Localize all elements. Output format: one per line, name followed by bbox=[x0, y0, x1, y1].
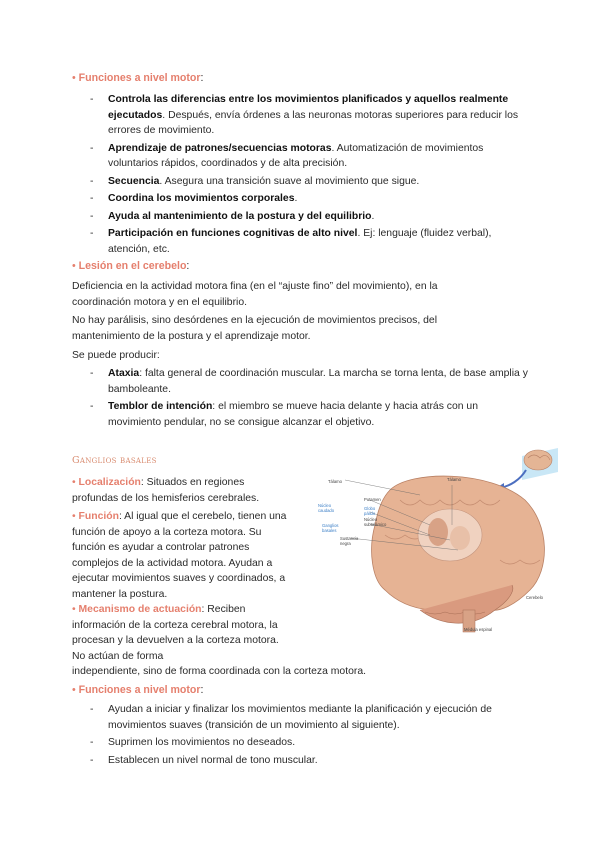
figure-label: Médula espinal bbox=[464, 627, 493, 632]
mecanismo-continuation: independiente, sino de forma coordinada con la corteza motora. bbox=[72, 666, 367, 677]
motor-list-1 bbox=[90, 92, 530, 259]
lesion-list bbox=[90, 366, 530, 432]
brain-section-icon bbox=[372, 476, 545, 632]
section-title: Ganglios basales bbox=[72, 455, 157, 466]
lesion-paragraph-3: Se puede producir: bbox=[72, 350, 160, 361]
figure-label: Núcleo caudado bbox=[318, 503, 335, 513]
list-item: - Secuencia. Asegura una transición suave al movimiento que sigue. bbox=[90, 175, 420, 187]
lesion-paragraph-2: No hay parálisis, sino desórdenes en la ejecución de movimientos precisos, del mantenimiento de la postura y el aprendizaje motor. bbox=[72, 315, 438, 342]
figure-label: Globo pálido bbox=[364, 506, 376, 516]
list-item: - Temblor de intención: el miembro se mueve hacia delante y hacia atrás con un movimiento pendular, no se consigue alcanzar el objetivo. bbox=[90, 401, 478, 428]
list-item: - Suprimen los movimientos no deseados. bbox=[90, 737, 296, 748]
lesion-heading: • Lesión en el cerebelo: bbox=[72, 260, 190, 272]
basal-ganglia-figure bbox=[300, 440, 560, 640]
motor-list-2 bbox=[90, 702, 530, 770]
figure-label: Putamen bbox=[364, 497, 381, 502]
list-item: - Coordina los movimientos corporales. bbox=[90, 193, 298, 204]
figure-label: Ganglios basales bbox=[322, 523, 339, 533]
motor-heading-1: • Funciones a nivel motor: bbox=[72, 72, 204, 84]
figure-label: Cerebelo bbox=[526, 595, 543, 600]
funcion-paragraph: • Función: Al igual que el cerebelo, tienen una función de apoyo a la corteza motora. Su función es ayudar a controlar patrones complejos de la actividad motora. Ayudan a ejecutar movimientos suaves y coordinados, a mantener la postura. bbox=[72, 511, 287, 600]
list-item: - Controla las diferencias entre los movimientos planificados y aquellos realmente ejecutados. Después, envía órdenes a las neuronas motoras superiores para reducir los errores de movimiento. bbox=[90, 94, 519, 136]
mecanismo-paragraph: • Mecanismo de actuación: Reciben información de la corteza cerebral motora, la procesan y la devuelven a la corteza motora. No actúan de forma bbox=[72, 604, 279, 662]
inset-brain-icon bbox=[522, 448, 558, 480]
figure-label: Tálamo bbox=[328, 479, 342, 484]
motor-heading-2: • Funciones a nivel motor: bbox=[72, 684, 204, 696]
figure-label: Sustancia negra bbox=[340, 536, 359, 546]
figure-label: Tálamo bbox=[447, 477, 461, 482]
list-item: - Ayudan a iniciar y finalizar los movimientos mediante la planificación y ejecución de movimientos suaves (transición de un movimiento al siguiente). bbox=[90, 704, 492, 731]
list-item: - Establecen un nivel normal de tono muscular. bbox=[90, 754, 318, 766]
list-item: - Ataxia: falta general de coordinación muscular. La marcha se torna lenta, de base amplia y bamboleante. bbox=[90, 368, 528, 395]
list-item: - Ayuda al mantenimiento de la postura y del equilibrio. bbox=[90, 210, 375, 222]
list-item: - Participación en funciones cognitivas de alto nivel. Ej: lenguaje (fluidez verbal), atención, etc. bbox=[90, 228, 492, 255]
localizacion-paragraph: • Localización: Situados en regiones profundas de los hemisferios cerebrales. bbox=[72, 477, 260, 504]
figure-label: Núcleo subtalámico bbox=[364, 517, 387, 527]
list-item: - Aprendizaje de patrones/secuencias motoras. Automatización de movimientos voluntarios rápidos, coordinados y de alta precisión. bbox=[90, 142, 484, 169]
lesion-paragraph-1: Deficiencia en la actividad motora fina (en el “ajuste fino” del movimiento), en la coordinación motora y en el equilibrio. bbox=[72, 281, 438, 308]
